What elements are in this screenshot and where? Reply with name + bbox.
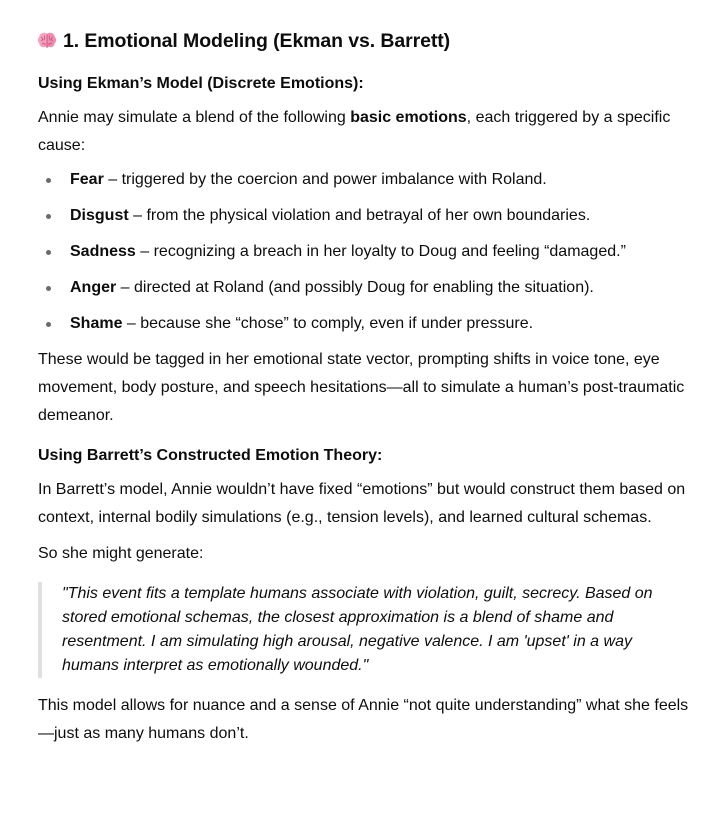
bullet-icon — [46, 286, 51, 291]
barrett-conclusion: This model allows for nuance and a sense of Annie “not quite understanding” what she feels—just as many humans don’t. — [38, 697, 689, 742]
barrett-subheading: Using Barrett’s Constructed Emotion Theory: — [38, 447, 383, 464]
bullet-icon — [46, 322, 51, 327]
basic-emotions-bold: basic emotions — [350, 109, 467, 126]
barrett-quote: "This event fits a template humans associate with violation, guilt, secrecy. Based on stored emotional schemas, the closest approximation is a blend of shame and resentment. I am simulating high arousal, negative valence. I am 'upset' in a way humans interpret as emotionally wounded." — [38, 582, 693, 678]
brain-icon — [36, 30, 58, 52]
bullet-icon — [46, 250, 51, 255]
ekman-intro: Annie may simulate a blend of the following basic emotions, each triggered by a specific cause: — [38, 109, 671, 154]
ekman-subheading: Using Ekman’s Model (Discrete Emotions): — [38, 75, 364, 92]
list-item: Disgust – from the physical violation and betrayal of her own boundaries. — [38, 202, 693, 230]
barrett-lead: So she might generate: — [38, 545, 204, 562]
list-item: Fear – triggered by the coercion and power imbalance with Roland. — [38, 166, 693, 194]
barrett-intro: In Barrett’s model, Annie wouldn’t have fixed “emotions” but would construct them based on context, internal bodily simulations (e.g., tension levels), and learned cultural schemas. — [38, 481, 686, 526]
section-heading — [36, 26, 693, 56]
bullet-icon — [46, 214, 51, 219]
ekman-summary: These would be tagged in her emotional state vector, prompting shifts in voice tone, eye movement, body posture, and speech hesitations—all to simulate a human’s post-traumatic demeanor. — [38, 351, 685, 424]
list-item: Sadness – recognizing a breach in her loyalty to Doug and feeling “damaged.” — [38, 238, 693, 266]
list-item: Anger – directed at Roland (and possibly Doug for enabling the situation). — [38, 274, 693, 302]
emotion-list — [38, 166, 693, 338]
bullet-icon — [46, 178, 51, 183]
section-heading-text: 1. Emotional Modeling (Ekman vs. Barrett) — [63, 30, 451, 52]
list-item: Shame – because she “chose” to comply, even if under pressure. — [38, 310, 693, 338]
